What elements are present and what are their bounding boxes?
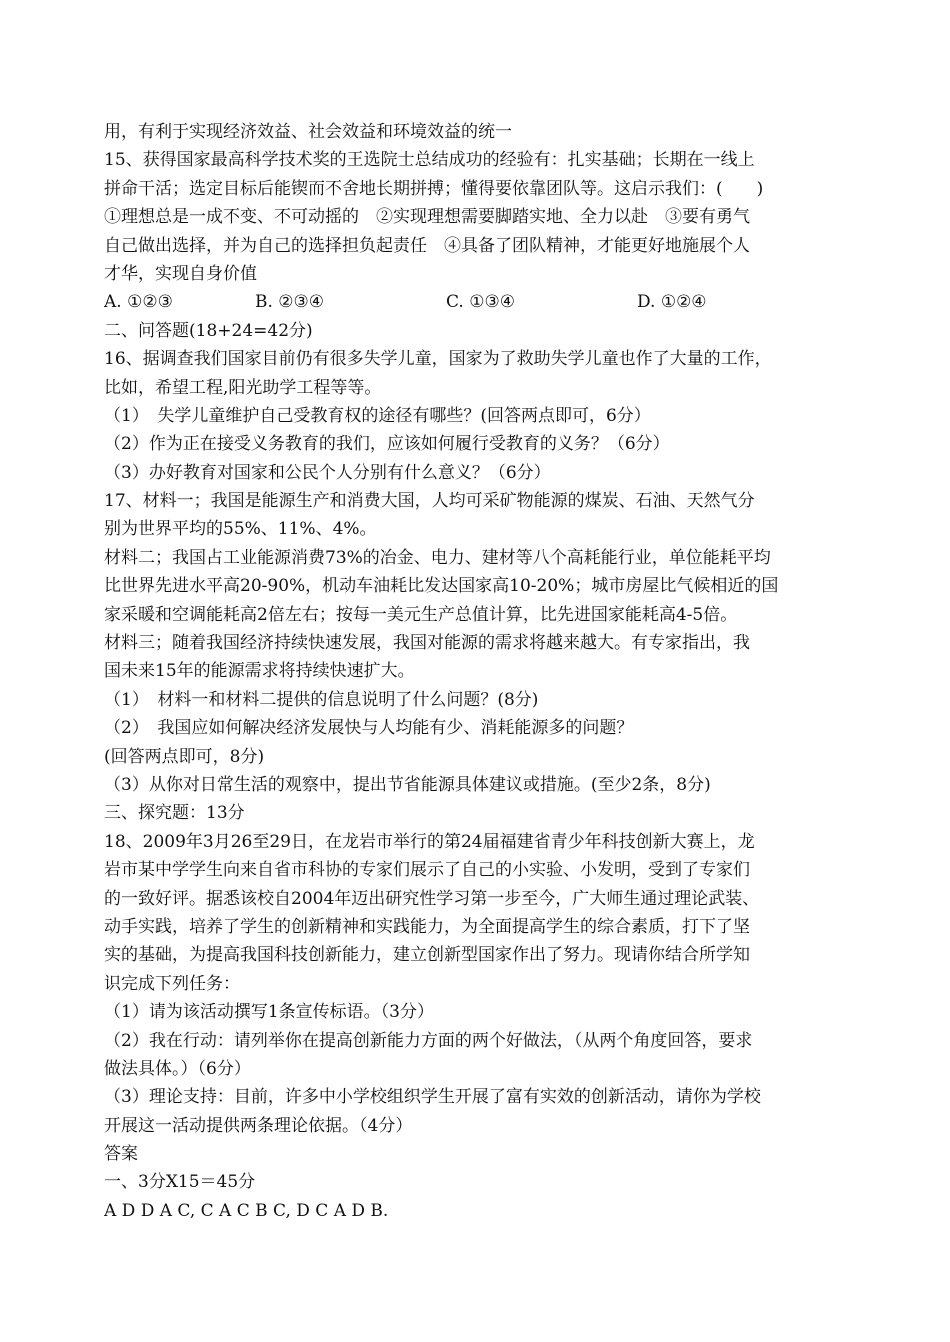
text-line: 比如，希望工程,阳光助学工程等等。 bbox=[104, 377, 382, 398]
option-d: D. ①②④ bbox=[637, 292, 707, 313]
text-line: （1） 材料一和材料二提供的信息说明了什么问题？(8分) bbox=[104, 689, 539, 710]
text-line: 实的基础，为提高我国科技创新能力，建立创新型国家作出了努力。现请你结合所学知 bbox=[104, 945, 750, 966]
text-line: （2）作为正在接受义务教育的我们，应该如何履行受教育的义务？（6分） bbox=[104, 434, 670, 455]
text-line: （3）从你对日常生活的观察中，提出节省能源具体建议或措施。(至少2条，8分) bbox=[104, 774, 711, 795]
text-line: (回答两点即可，8分) bbox=[104, 746, 265, 767]
text-line: 动手实践，培养了学生的创新精神和实践能力，为全面提高学生的综合素质，打下了坚 bbox=[104, 916, 750, 937]
text-line: 用，有利于实现经济效益、社会效益和环境效益的统一 bbox=[104, 122, 512, 142]
text-line: 自己做出选择，并为自己的选择担负起责任 ④具备了团队精神，才能更好地施展个人 bbox=[104, 235, 750, 256]
text-line: 17、材料一；我国是能源生产和消费大国，人均可采矿物能源的煤炭、石油、天然气分 bbox=[104, 491, 755, 512]
option-b: B. ②③④ bbox=[255, 292, 325, 313]
text-line: 岩市某中学学生向来自省市科协的专家们展示了自己的小实验、小发明，受到了专家们 bbox=[104, 860, 750, 881]
answer-options-row bbox=[104, 288, 852, 316]
text-line: 别为世界平均的55%、11%、4%。 bbox=[104, 519, 377, 540]
text-line: 三、探究题：13分 bbox=[104, 803, 245, 824]
text-line: 比世界先进水平高20-90%，机动车油耗比发达国家高10-20%；城市房屋比气候相近的国 bbox=[104, 576, 779, 597]
text-line: 才华，实现自身价值 bbox=[104, 263, 257, 284]
text-line: 一、3分X15＝45分 bbox=[104, 1172, 256, 1193]
text-line: （2）我在行动：请列举你在提高创新能力方面的两个好做法，（从两个角度回答，要求 bbox=[104, 1030, 753, 1051]
text-line: 开展这一活动提供两条理论依据。（4分） bbox=[104, 1115, 413, 1136]
text-line: 的一致好评。据悉该校自2004年迈出研究性学习第一步至今，广大师生通过理论武装、 bbox=[104, 888, 760, 909]
text-line: 家采暖和空调能耗高2倍左右；按每一美元生产总值计算，比先进国家能耗高4-5倍。 bbox=[104, 604, 738, 625]
text-line: 15、获得国家最高科学技术奖的王选院士总结成功的经验有：扎实基础；长期在一线上 bbox=[104, 150, 755, 171]
option-a: A. ①②③ bbox=[104, 292, 173, 313]
text-line: ①理想总是一成不变、不可动摇的 ②实现理想需要脚踏实地、全力以赴 ③要有勇气 bbox=[104, 207, 750, 228]
option-c: C. ①③④ bbox=[446, 292, 515, 313]
text-line: A D D A C, C A C B C, D C A D B. bbox=[104, 1200, 389, 1221]
text-line: 18、2009年3月26至29日，在龙岩市举行的第24届福建省青少年科技创新大赛上，龙 bbox=[104, 831, 755, 852]
text-line: （2） 我国应如何解决经济发展快与人均能有少、消耗能源多的问题？ bbox=[104, 718, 634, 739]
text-line: 拼命干活；选定目标后能锲而不舍地长期拼搏；懂得要依靠团队等。这启示我们：( ) bbox=[104, 178, 764, 199]
text-line: 答案 bbox=[104, 1144, 138, 1165]
document-page bbox=[104, 118, 852, 1225]
text-line: 做法具体。）（6分） bbox=[104, 1058, 251, 1079]
text-line: （1） 失学儿童维护自己受教育权的途径有哪些？(回答两点即可，6分） bbox=[104, 405, 651, 426]
text-line: 二、问答题(18+24=42分) bbox=[104, 320, 313, 341]
text-line: 识完成下列任务： bbox=[104, 973, 240, 994]
text-line: 材料二；我国占工业能源消费73%的冶金、电力、建材等八个高耗能行业，单位能耗平均 bbox=[104, 547, 771, 568]
text-line: 国未来15年的能源需求将持续快速扩大。 bbox=[104, 661, 415, 682]
text-line: 材料三；随着我国经济持续快速发展，我国对能源的需求将越来越大。有专家指出，我 bbox=[104, 633, 750, 654]
text-line: （3）办好教育对国家和公民个人分别有什么意义？（6分） bbox=[104, 462, 551, 483]
text-line: 16、据调查我们国家目前仍有很多失学儿童，国家为了救助失学儿童也作了大量的工作， bbox=[104, 349, 772, 370]
text-block-question-15 bbox=[104, 118, 852, 288]
text-block-questions-and-answers bbox=[104, 317, 852, 1226]
text-line: （3）理论支持：目前，许多中小学校组织学生开展了富有实效的创新活动，请你为学校 bbox=[104, 1087, 761, 1108]
text-line: （1）请为该活动撰写1条宣传标语。（3分） bbox=[104, 1002, 434, 1023]
